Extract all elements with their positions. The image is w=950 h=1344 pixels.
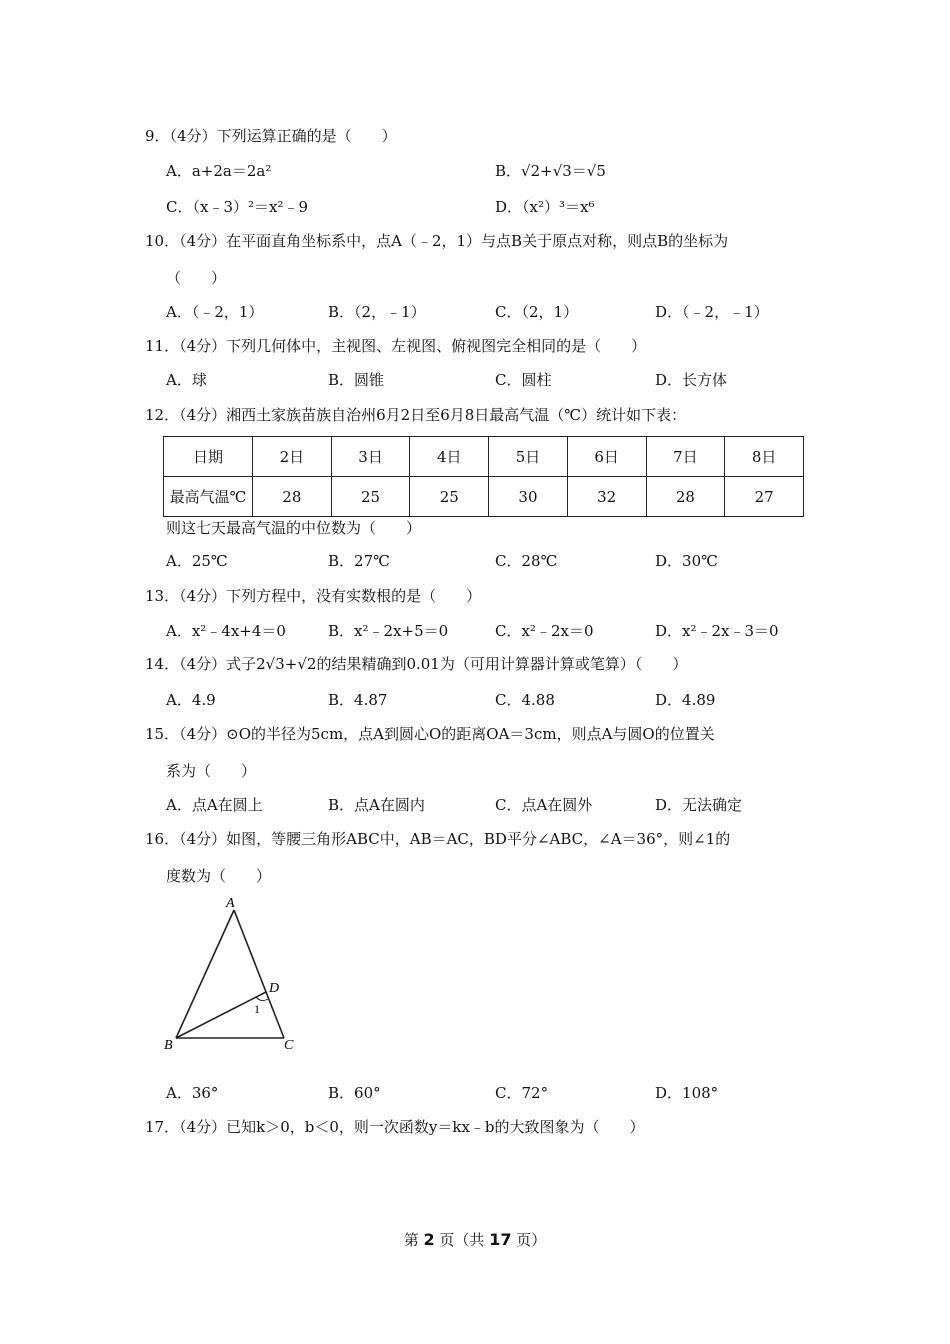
triangle-figure [160,893,305,1058]
q9-a-label: A． [166,162,192,180]
q15-stem: 15．（4分）⊙O的半径为5cm，点A到圆心O的距离OA＝3cm，则点A与圆O的位置关 [145,725,715,743]
footer-page-number: 2 [423,1230,435,1249]
q15-option-d: D．无法确定 [655,796,743,814]
table-cell: 4日 [410,437,489,477]
q9-option-a [166,161,271,181]
q9-option-b [495,161,606,181]
q15-option-a: A．点A在圆上 [166,796,263,814]
q15-option-c: C．点A在圆外 [495,796,593,814]
q11-option-c: C．圆柱 [495,371,552,389]
table-cell: 5日 [489,437,568,477]
q13-option-a: A．x²﹣4x+4＝0 [166,622,286,640]
q15-option-b: B．点A在圆内 [328,796,425,814]
footer-mid: 页（共 [439,1231,485,1249]
q12-stem-cont: 则这七天最高气温的中位数为（ ） [166,519,422,537]
q9-a-expr: a+2a＝2a² [191,162,272,180]
table-cell: 2日 [253,437,332,477]
label-c: C [284,1038,294,1053]
q16-option-d: D．108° [655,1084,719,1102]
q10-option-b: B．（2，﹣1） [328,303,426,321]
segment-bd [176,992,266,1038]
q10-option-d: D．（﹣2，﹣1） [655,303,769,321]
label-angle-1: 1 [254,1002,260,1016]
table-cell: 28 [253,477,332,517]
temperature-table [163,436,804,517]
table-cell: 7日 [646,437,725,477]
q14-option-d: D．4.89 [655,691,716,709]
page-footer [0,1229,950,1250]
q14-stem: 14．（4分）式子2√3+√2的结果精确到0.01为（可用计算器计算或笔算）（ ） [145,655,688,673]
q10-option-a: A．（﹣2，1） [166,303,264,321]
table-cell: 3日 [331,437,410,477]
q14-option-a: A．4.9 [166,691,216,709]
table-cell: 27 [725,477,804,517]
angle-1-arc [256,997,268,1001]
table-cell: 25 [410,477,489,517]
footer-pre: 第 [403,1231,419,1249]
q16-option-b: B．60° [328,1084,381,1102]
q10-option-c: C．（2，1） [495,303,579,321]
q11-stem: 11．（4分）下列几何体中，主视图、左视图、俯视图完全相同的是（ ） [145,337,647,355]
side-ac [234,910,284,1038]
side-ab [176,910,234,1038]
q9-c-expr: （x﹣3）²＝x²﹣9 [192,198,309,216]
q11-option-b: B．圆锥 [328,371,385,389]
q9-d-expr: （x²）³＝x⁶ [522,198,595,216]
table-cell: 8日 [725,437,804,477]
footer-total-pages: 17 [489,1230,512,1249]
label-b: B [164,1038,173,1053]
table-cell: 32 [567,477,646,517]
q10-stem: 10．（4分）在平面直角坐标系中，点A（﹣2，1）与点B关于原点对称，则点B的坐标为 [145,232,729,250]
q17-stem: 17．（4分）已知k＞0，b＜0，则一次函数y＝kx﹣b的大致图象为（ ） [145,1118,645,1136]
q9-stem: 9．（4分）下列运算正确的是（ ） [145,127,397,145]
q12-option-d: D．30℃ [655,552,718,570]
q9-option-c [166,197,308,217]
q16-stem-cont: 度数为（ ） [166,867,272,885]
q10-stem-cont: （ ） [166,269,227,287]
q14-option-b: B．4.87 [328,691,388,709]
q16-option-c: C．72° [495,1084,549,1102]
q11-option-d: D．长方体 [655,371,728,389]
q16-option-a: A．36° [166,1084,219,1102]
q13-option-c: C．x²﹣2x＝0 [495,622,594,640]
table-row-dates [164,437,804,477]
q12-stem: 12．（4分）湘西土家族苗族自治州6月2日至6月8日最高气温（℃）统计如下表： [145,406,687,424]
q16-stem: 16．（4分）如图，等腰三角形ABC中，AB＝AC，BD平分∠ABC，∠A＝36°，则∠1的 [145,830,731,848]
table-header-temp: 最高气温℃ [164,477,253,517]
q9-option-d [495,197,595,217]
q13-option-b: B．x²﹣2x+5＝0 [328,622,449,640]
q14-option-c: C．4.88 [495,691,555,709]
label-d: D [269,981,280,996]
label-a: A [226,896,235,911]
q9-d-label: D． [495,198,523,216]
q12-option-a: A．25℃ [166,552,228,570]
table-cell: 28 [646,477,725,517]
table-cell: 6日 [567,437,646,477]
table-row-temps [164,477,804,517]
q9-c-label: C． [166,198,193,216]
q11-option-a: A．球 [166,371,207,389]
q13-option-d: D．x²﹣2x﹣3＝0 [655,622,779,640]
table-header-date: 日期 [164,437,253,477]
q9-b-expr: √2+√3＝√5 [521,162,606,180]
q13-stem: 13．（4分）下列方程中，没有实数根的是（ ） [145,587,482,605]
q9-b-label: B． [495,162,522,180]
q15-stem-cont: 系为（ ） [166,762,257,780]
q12-option-c: C．28℃ [495,552,558,570]
table-cell: 25 [331,477,410,517]
q12-option-b: B．27℃ [328,552,390,570]
table-cell: 30 [489,477,568,517]
footer-post: 页） [516,1231,547,1249]
